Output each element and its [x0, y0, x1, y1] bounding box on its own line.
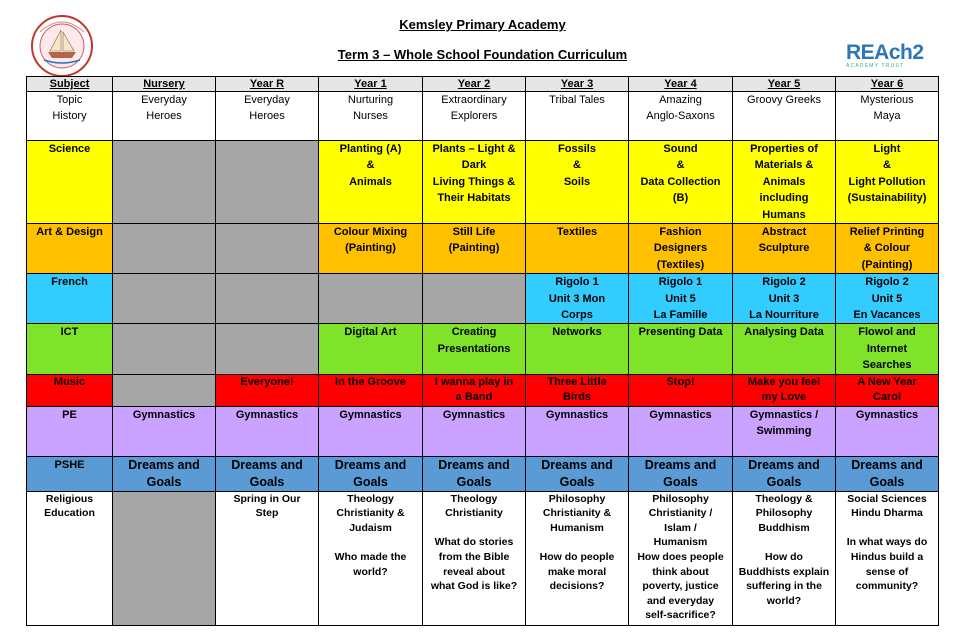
empty-cell [113, 141, 216, 224]
table-cell: Dreams and Goals [423, 456, 526, 491]
table-cell: I wanna play in a Band [423, 374, 526, 406]
music-row [27, 374, 939, 406]
subject-cell: Art & Design [27, 224, 113, 274]
table-cell: Fashion Designers (Textiles) [629, 224, 733, 274]
subject-cell: French [27, 274, 113, 324]
empty-cell [216, 141, 319, 224]
table-cell: Dreams and Goals [319, 456, 423, 491]
table-cell: Presenting Data [629, 324, 733, 374]
subject-cell: Music [27, 374, 113, 406]
table-cell: Analysing Data [733, 324, 836, 374]
table-cell: Gymnastics [629, 406, 733, 456]
table-cell: Stop! [629, 374, 733, 406]
table-cell: Rigolo 1 Unit 5 La Famille [629, 274, 733, 324]
column-header: Year 4 [629, 77, 733, 92]
column-header: Year R [216, 77, 319, 92]
table-cell: Fossils & Soils [526, 141, 629, 224]
table-cell: Still Life (Painting) [423, 224, 526, 274]
empty-cell [113, 491, 216, 625]
table-cell: Dreams and Goals [836, 456, 939, 491]
table-cell: Extraordinary Explorers [423, 92, 526, 141]
table-cell: Dreams and Goals [733, 456, 836, 491]
table-cell: Everyday Heroes [216, 92, 319, 141]
table-cell: Gymnastics [216, 406, 319, 456]
table-cell: Dreams and Goals [113, 456, 216, 491]
table-cell: Flowol and Internet Searches [836, 324, 939, 374]
table-cell: Amazing Anglo-Saxons [629, 92, 733, 141]
table-cell: A New Year Carol [836, 374, 939, 406]
table-cell: Gymnastics [113, 406, 216, 456]
table-cell: Make you feel my Love [733, 374, 836, 406]
table-cell: Colour Mixing (Painting) [319, 224, 423, 274]
table-cell: In the Groove [319, 374, 423, 406]
table-cell: Dreams and Goals [216, 456, 319, 491]
table-cell: Creating Presentations [423, 324, 526, 374]
subject-cell: Religious Education [27, 491, 113, 625]
table-cell: Light & Light Pollution (Sustainability) [836, 141, 939, 224]
column-header: Year 6 [836, 77, 939, 92]
table-cell: Abstract Sculpture [733, 224, 836, 274]
table-cell: Networks [526, 324, 629, 374]
empty-cell [216, 274, 319, 324]
ict-row [27, 324, 939, 374]
french-row [27, 274, 939, 324]
table-cell: Three Little Birds [526, 374, 629, 406]
table-cell: Dreams and Goals [526, 456, 629, 491]
table-cell: Philosophy Christianity / Islam / Humanism How does people think about poverty, justice and everyday self-sacrifice? [629, 491, 733, 625]
table-cell: Social Sciences Hindu Dharma In what ways do Hindus build a sense of community? [836, 491, 939, 625]
table-cell: Theology Christianity & Judaism Who made the world? [319, 491, 423, 625]
column-header: Year 2 [423, 77, 526, 92]
empty-cell [423, 274, 526, 324]
column-header: Year 1 [319, 77, 423, 92]
table-cell: Groovy Greeks [733, 92, 836, 141]
column-header: Nursery [113, 77, 216, 92]
column-header: Year 3 [526, 77, 629, 92]
table-cell: Nurturing Nurses [319, 92, 423, 141]
table-cell: Gymnastics [526, 406, 629, 456]
empty-cell [113, 224, 216, 274]
table-cell: Textiles [526, 224, 629, 274]
subject-cell: Topic History [27, 92, 113, 141]
trust-logo-tagline: ACADEMY TRUST [846, 63, 905, 69]
table-cell: Mysterious Maya [836, 92, 939, 141]
table-cell: Everyday Heroes [113, 92, 216, 141]
empty-cell [319, 274, 423, 324]
subject-cell: ICT [27, 324, 113, 374]
curriculum-table [26, 76, 939, 626]
trust-logo [846, 42, 938, 70]
table-cell: Tribal Tales [526, 92, 629, 141]
topic-row [27, 92, 939, 141]
table-cell: Gymnastics / Swimming [733, 406, 836, 456]
table-cell: Planting (A) & Animals [319, 141, 423, 224]
subject-cell: PSHE [27, 456, 113, 491]
empty-cell [113, 374, 216, 406]
table-cell: Gymnastics [836, 406, 939, 456]
table-cell: Philosophy Christianity & Humanism How do people make moral decisions? [526, 491, 629, 625]
empty-cell [216, 224, 319, 274]
subject-cell: PE [27, 406, 113, 456]
empty-cell [113, 274, 216, 324]
table-cell: Rigolo 1 Unit 3 Mon Corps [526, 274, 629, 324]
table-cell: Plants – Light & Dark Living Things & Their Habitats [423, 141, 526, 224]
subject-cell: Science [27, 141, 113, 224]
table-cell: Rigolo 2 Unit 5 En Vacances [836, 274, 939, 324]
empty-cell [216, 324, 319, 374]
table-cell: Properties of Materials & Animals including Humans [733, 141, 836, 224]
column-header: Subject [27, 77, 113, 92]
table-cell: Dreams and Goals [629, 456, 733, 491]
table-cell: Gymnastics [319, 406, 423, 456]
table-cell: Relief Printing & Colour (Painting) [836, 224, 939, 274]
empty-cell [113, 324, 216, 374]
pe-row [27, 406, 939, 456]
school-title: Kemsley Primary Academy [399, 17, 566, 32]
table-cell: Sound & Data Collection (B) [629, 141, 733, 224]
table-cell: Everyone! [216, 374, 319, 406]
pshe-row [27, 456, 939, 491]
trust-logo-wordmark: REAch2 [846, 41, 924, 64]
table-cell: Rigolo 2 Unit 3 La Nourriture [733, 274, 836, 324]
column-header: Year 5 [733, 77, 836, 92]
re-row [27, 491, 939, 625]
science-row [27, 141, 939, 224]
table-cell: Theology Christianity What do stories from the Bible reveal about what God is like? [423, 491, 526, 625]
header-row [27, 77, 939, 92]
table-cell: Spring in Our Step [216, 491, 319, 625]
table-cell: Theology & Philosophy Buddhism How do Buddhists explain suffering in the world? [733, 491, 836, 625]
art-row [27, 224, 939, 274]
table-cell: Gymnastics [423, 406, 526, 456]
table-cell: Digital Art [319, 324, 423, 374]
term-title: Term 3 – Whole School Foundation Curriculum [337, 47, 628, 62]
